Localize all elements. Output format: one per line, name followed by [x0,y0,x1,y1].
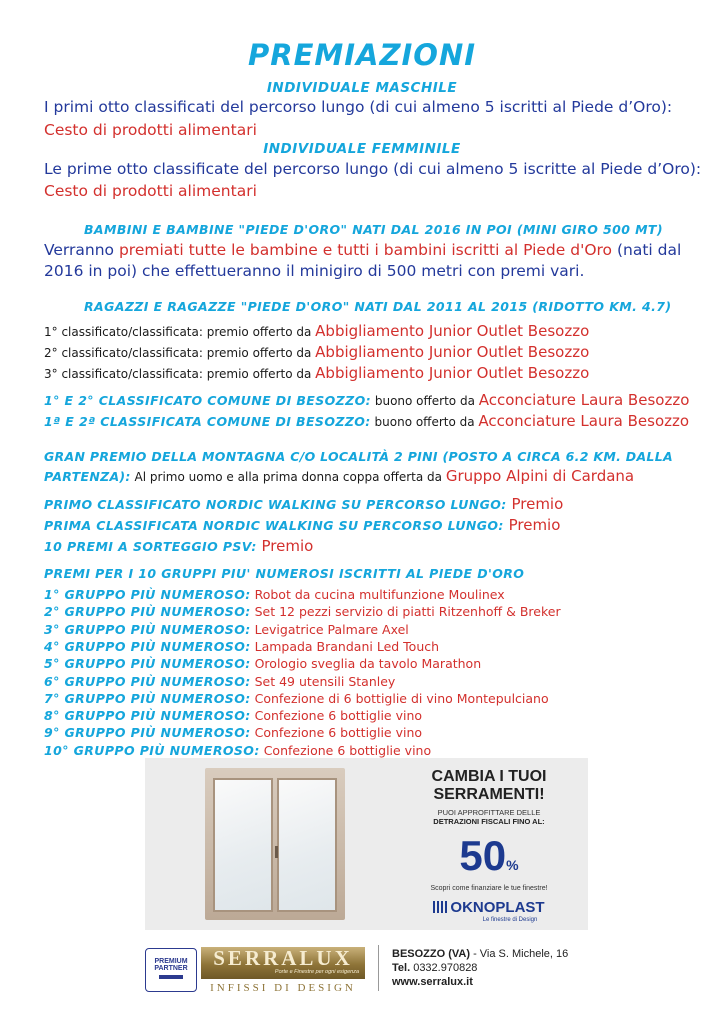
gruppo-row [44,601,561,620]
gran-premio-desc: Al primo uomo e alla prima donna coppa offerta da [130,470,446,484]
page-title: PREMIAZIONI [247,38,477,72]
ad-percent-value: 50 [459,832,507,879]
nordic-prize: Premio [506,495,564,513]
femminile-text: Le prime otto classificate del percorso lungo (di cui almeno 5 iscritte al Piede d’Oro): [44,160,702,178]
ragazzi-row [44,363,589,382]
gruppo-prize: Confezione 6 bottiglie vino [250,708,423,724]
gruppo-prize: Set 12 pezzi servizio di piatti Ritzenhoff & Breker [250,604,561,620]
gruppo-label: 6° GRUPPO PIÙ NUMEROSO: [44,673,251,689]
logo-sub: INFISSI DI DESIGN [210,982,356,994]
comune-mid: buono offerto da [370,415,479,429]
gruppo-prize: Confezione 6 bottiglie vino [259,742,432,758]
serralux-logo [201,947,365,979]
nordic-row [44,515,560,534]
logo-text: SERRALUX [213,946,353,970]
footer-tel-label: Tel. [392,962,411,974]
bambini-line1-b: premiati tutte le bambine e tutti i bambini iscritti al Piede d'Oro [118,241,613,259]
bambini-line1-c: (nati dal [612,241,682,259]
gruppo-row [44,671,395,690]
badge-line-1: PREMIUM [154,958,188,965]
footer-tel [392,962,477,974]
gruppo-row [44,688,549,707]
comune-label: 1ª E 2ª CLASSIFICATA COMUNE DI BESOZZO: [44,414,371,429]
window-image [205,768,345,920]
ad-banner [145,758,588,930]
ad-headline-1: CAMBIA I TUOI [431,768,547,785]
gruppo-prize: Confezione 6 bottiglie vino [250,725,423,741]
footer-address [392,948,568,960]
gruppo-label: 2° GRUPPO PIÙ NUMEROSO: [44,604,251,620]
gruppo-label: 3° GRUPPO PIÙ NUMEROSO: [44,621,251,637]
footer-city: BESOZZO (VA) [392,948,471,960]
ragazzi-sponsor: Abbigliamento Junior Outlet Besozzo [315,364,590,382]
ragazzi-row [44,342,589,361]
gran-premio-partenza: PARTENZA): [44,469,131,484]
logo-tagline: Porte e Finestre per ogni esigenza [274,969,359,975]
maschile-prize: Cesto di prodotti alimentari [44,121,257,139]
gruppo-row [44,740,431,759]
ad-percent-sign: % [506,857,519,873]
window-pane-right [277,778,337,912]
femminile-prize: Cesto di prodotti alimentari [44,182,257,200]
gruppi-header: PREMI PER I 10 GRUPPI PIU' NUMEROSI ISCRITTI AL PIEDE D'ORO [44,566,525,581]
comune-mid: buono offerto da [371,394,479,408]
ragazzi-sponsor: Abbigliamento Junior Outlet Besozzo [315,322,590,340]
ragazzi-label: 3° classificato/classificata: premio offerto da [44,367,316,381]
ragazzi-sponsor: Abbigliamento Junior Outlet Besozzo [315,343,590,361]
ad-cta: Scopri come finanziare le tue finestre! [430,885,548,892]
bambini-line1-a: Verranno [44,241,119,259]
ragazzi-label: 1° classificato/classificata: premio offerto da [44,325,316,339]
maschile-header: INDIVIDUALE MASCHILE [266,80,458,96]
gruppo-row [44,722,422,741]
nordic-label: 10 PREMI A SORTEGGIO PSV: [44,539,257,554]
ad-brand-tagline: Le finestre di Design [482,917,538,923]
premium-partner-badge [145,948,197,992]
ragazzi-row [44,321,589,340]
gran-premio-line2 [44,466,634,485]
gruppo-label: 10° GRUPPO PIÙ NUMEROSO: [44,742,260,758]
comune-sponsor: Acconciature Laura Besozzo [478,412,690,430]
gruppo-label: 7° GRUPPO PIÙ NUMEROSO: [44,690,251,706]
bambini-header: BAMBINI E BAMBINE "PIEDE D'ORO" NATI DAL 2016 IN POI (MINI GIRO 500 MT) [84,222,663,237]
ad-brand [399,899,579,916]
maschile-text: I primi otto classificati del percorso lungo (di cui almeno 5 iscritti al Piede d’Oro): [44,98,673,116]
comune-sponsor: Acconciature Laura Besozzo [478,391,690,409]
gruppo-label: 8° GRUPPO PIÙ NUMEROSO: [44,708,251,724]
badge-line-2: PARTNER [154,965,188,972]
ad-percent [399,832,579,880]
window-pane-left [213,778,273,912]
ad-brand-name: OKNOPLAST [450,899,545,916]
gruppo-row [44,705,422,724]
gruppo-row [44,619,409,638]
nordic-row [44,536,313,555]
ad-sub-1: PUOI APPROFITTARE DELLE [437,808,541,817]
footer-street: - Via S. Michele, 16 [470,948,569,960]
gruppo-prize: Lampada Brandani Led Touch [250,638,440,654]
gran-premio-line1: GRAN PREMIO DELLA MONTAGNA C/O LOCALITÀ 2 PINI (POSTO A CIRCA 6.2 KM. DALLA [44,449,673,464]
gruppo-row [44,636,439,655]
bambini-line1 [44,241,681,259]
gruppo-label: 9° GRUPPO PIÙ NUMEROSO: [44,725,251,741]
gran-premio-sponsor: Gruppo Alpini di Cardana [445,467,635,485]
footer-web[interactable]: www.serralux.it [392,976,473,988]
gruppo-prize: Orologio sveglia da tavolo Marathon [250,656,482,672]
gruppo-prize: Confezione di 6 bottiglie di vino Montepulciano [250,690,549,706]
ragazzi-label: 2° classificato/classificata: premio offerto da [44,346,316,360]
gruppo-label: 5° GRUPPO PIÙ NUMEROSO: [44,656,251,672]
comune-row [44,390,689,409]
gruppo-label: 1° GRUPPO PIÙ NUMEROSO: [44,587,251,602]
nordic-label: PRIMA CLASSIFICATA NORDIC WALKING SU PERCORSO LUNGO: [44,518,504,533]
gruppo-row [44,653,481,672]
oknoplast-logo-icon [433,901,447,913]
gruppo-prize: Robot da cucina multifunzione Moulinex [250,587,505,602]
footer-divider [378,945,379,991]
ad-headline-2: SERRAMENTI! [433,786,545,803]
nordic-prize: Premio [503,516,561,534]
bambini-line2: 2016 in poi) che effettueranno il minigiro di 500 metri con premi vari. [44,262,585,280]
femminile-header: INDIVIDUALE FEMMINILE [263,141,461,157]
window-handle [275,846,278,858]
nordic-row [44,494,563,513]
gruppo-row [44,584,505,603]
gruppo-prize: Set 49 utensili Stanley [250,673,396,689]
ad-sub-2: DETRAZIONI FISCALI FINO AL: [433,817,545,826]
comune-label: 1° E 2° CLASSIFICATO COMUNE DI BESOZZO: [44,393,372,408]
badge-bar [159,975,183,979]
nordic-prize: Premio [256,537,314,555]
footer-tel-number: 0332.970828 [410,962,478,974]
nordic-label: PRIMO CLASSIFICATO NORDIC WALKING SU PERCORSO LUNGO: [44,497,507,512]
ragazzi-header: RAGAZZI E RAGAZZE "PIEDE D'ORO" NATI DAL 2011 AL 2015 (RIDOTTO KM. 4.7) [84,299,672,314]
gruppo-label: 4° GRUPPO PIÙ NUMEROSO: [44,638,251,654]
gruppo-prize: Levigatrice Palmare Axel [250,621,409,637]
comune-row [44,411,689,430]
